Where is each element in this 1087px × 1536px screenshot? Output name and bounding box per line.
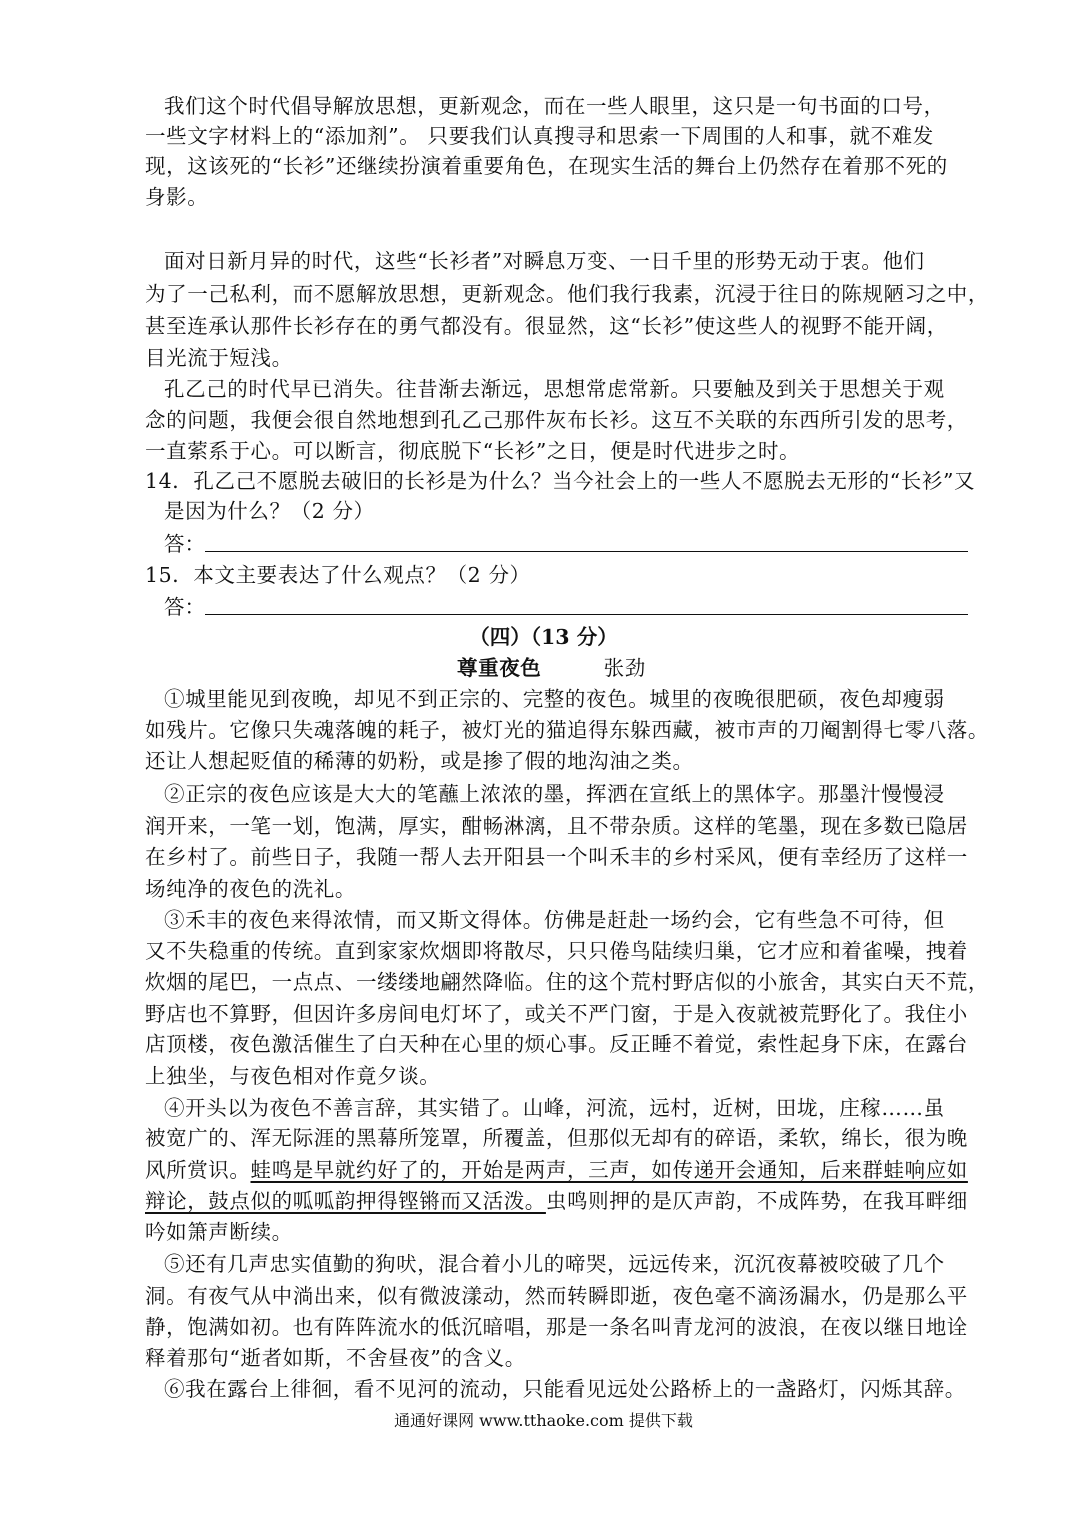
article-line: 被宽广的、浑无际涯的黑幕所笼罩，所覆盖，但那似无却有的碎语，柔软，绵长，很为晚 xyxy=(145,1126,968,1150)
section-title: （四）（13 分） xyxy=(469,625,618,649)
passage-line: 一些文字材料上的“添加剂”。 只要我们认真搜寻和思索一下周围的人和事，就不难发 xyxy=(145,124,934,148)
article-line: 润开来，一笔一划，饱满，厚实，酣畅淋漓，且不带杂质。这样的笔墨，现在多数已隐居 xyxy=(145,814,968,838)
article-author: 张劲 xyxy=(603,656,646,680)
article-line: 静，饱满如初。也有阵阵流水的低沉暗唱，那是一条名叫青龙河的波浪，在夜以继日地诠 xyxy=(145,1315,968,1339)
passage-line: 目光流于短浅。 xyxy=(145,346,293,370)
article-line: 洞。有夜气从中淌出来，似有微波漾动，然而转瞬即逝，夜色毫不滴汤漏水，仍是那么平 xyxy=(145,1284,968,1308)
passage-line: 念的问题，我便会很自然地想到孔乙己那件灰布长衫。这互不关联的东西所引发的思考， xyxy=(145,408,968,432)
passage-line: 一直萦系于心。可以断言，彻底脱下“长衫”之日，便是时代进步之时。 xyxy=(145,439,801,463)
article-line xyxy=(145,1186,968,1216)
article-line: 店顶楼，夜色激活催生了白天种在心里的烦心事。反正睡不着觉，索性起身下床，在露台 xyxy=(145,1032,968,1056)
article-line: 野店也不算野，但因许多房间电灯坏了，或关不严门窗，于是入夜就被荒野化了。我住小 xyxy=(145,1002,968,1026)
article-line: ⑤还有几声忠实值勤的狗吠，混合着小儿的啼哭，远远传来，沉沉夜幕被咬破了几个 xyxy=(164,1252,945,1276)
article-text: 虫鸣则押的是仄声韵，不成阵势，在我耳畔细 xyxy=(545,1189,968,1213)
article-line: 又不失稳重的传统。直到家家炊烟即将散尽，只只倦鸟陆续归巢，它才应和着雀噪，拽着 xyxy=(145,939,968,963)
passage-line: 为了一己私利，而不愿解放思想，更新观念。他们我行我素，沉浸于往日的陈规陋习之中， xyxy=(145,282,989,306)
article-line: ⑥我在露台上徘徊，看不见河的流动，只能看见远处公路桥上的一盏路灯，闪烁其辞。 xyxy=(164,1377,966,1401)
article-heading xyxy=(457,653,646,683)
answer-blank-line[interactable] xyxy=(205,614,968,615)
article-line: 在乡村了。前些日子，我随一帮人去开阳县一个叫禾丰的乡村采风，便有幸经历了这样一 xyxy=(145,845,968,869)
article-line: ①城里能见到夜晚，却见不到正宗的、完整的夜色。城里的夜晚很肥硕，夜色却瘦弱 xyxy=(164,687,945,711)
article-line: 还让人想起贬值的稀薄的奶粉，或是掺了假的地沟油之类。 xyxy=(145,749,694,773)
article-line: 场纯净的夜色的洗礼。 xyxy=(145,877,356,901)
answer-label: 答： xyxy=(164,595,205,619)
article-line: ③禾丰的夜色来得浓情，而又斯文得体。仿佛是赶赴一场约会，它有些急不可待，但 xyxy=(164,908,945,932)
passage-line: 现，这该死的“长衫”还继续扮演着重要角色，在现实生活的舞台上仍然存在着那不死的 xyxy=(145,154,948,178)
article-title: 尊重夜色 xyxy=(457,656,542,680)
article-line: 释着那句“逝者如斯，不舍昼夜”的含义。 xyxy=(145,1346,526,1370)
passage-line: 面对日新月异的时代，这些“长衫者”对瞬息万变、一日千里的形势无动于衷。他们 xyxy=(164,249,925,273)
article-line xyxy=(145,1155,968,1185)
question-15-line: 15．本文主要表达了什么观点？（2 分） xyxy=(145,563,531,587)
page-footer: 通通好课网 www.tthaoke.com 提供下载 xyxy=(394,1411,693,1430)
article-line: ④开头以为夜色不善言辞，其实错了。山峰，河流，远村，近树，田垅，庄稼……虽 xyxy=(164,1096,945,1120)
article-text: 风所赏识。 xyxy=(145,1158,251,1182)
underlined-sentence: 蛙鸣是早就约好了的，开始是两声，三声，如传递开会通知，后来群蛙响应如 xyxy=(250,1158,968,1182)
passage-line: 甚至连承认那件长衫存在的勇气都没有。很显然，这“长衫”使这些人的视野不能开阔， xyxy=(145,314,948,338)
underlined-sentence: 辩论，鼓点似的呱呱韵押得铿锵而又活泼。 xyxy=(145,1189,546,1213)
article-line: 吟如箫声断续。 xyxy=(145,1220,293,1244)
question-14-line: 是因为什么？（2 分） xyxy=(164,499,375,523)
article-line: ②正宗的夜色应该是大大的笔蘸上浓浓的墨，挥洒在宣纸上的黑体字。那墨汁慢慢浸 xyxy=(164,782,945,806)
passage-line: 我们这个时代倡导解放思想，更新观念，而在一些人眼里，这只是一句书面的口号， xyxy=(164,94,945,118)
question-14-line: 14．孔乙己不愿脱去破旧的长衫是为什么？当今社会上的一些人不愿脱去无形的“长衫”又 xyxy=(145,469,976,493)
passage-line: 孔乙己的时代早已消失。往昔渐去渐远，思想常虑常新。只要触及到关于思想关于观 xyxy=(164,377,945,401)
answer-blank-line[interactable] xyxy=(205,551,968,552)
article-line: 如残片。它像只失魂落魄的耗子，被灯光的猫追得东躲西藏，被市声的刀阉割得七零八落。 xyxy=(145,718,989,742)
answer-label: 答： xyxy=(164,532,205,556)
passage-line: 身影。 xyxy=(145,185,209,209)
article-line: 炊烟的尾巴，一点点、一缕缕地翩然降临。住的这个荒村野店似的小旅舍，其实白天不荒， xyxy=(145,970,989,994)
article-line: 上独坐，与夜色相对作竟夕谈。 xyxy=(145,1064,441,1088)
